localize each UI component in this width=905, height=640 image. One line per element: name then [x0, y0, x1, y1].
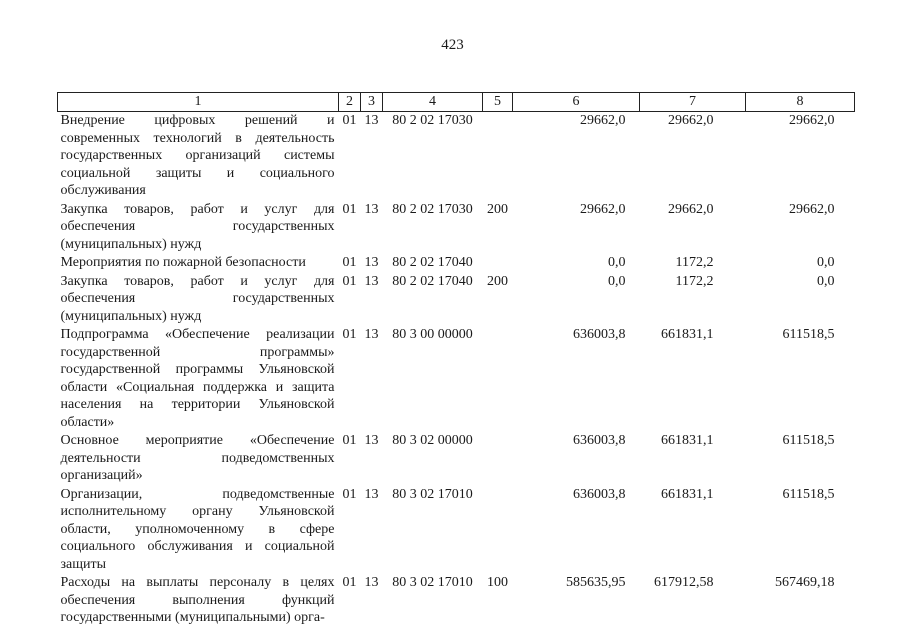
- column-header: 3: [361, 93, 383, 112]
- cell-expense-type: [483, 112, 513, 201]
- column-header: 4: [383, 93, 483, 112]
- cell-value-8: 29662,0: [789, 201, 835, 217]
- cell-section: 01: [342, 273, 357, 289]
- cell-section: 01: [342, 575, 357, 590]
- table-row: [58, 486, 855, 575]
- cell-value-7: 29662,0: [668, 201, 714, 217]
- cell-value-7: 617912,58: [654, 575, 714, 590]
- cell-expense-type: [483, 254, 513, 273]
- cell-expense-type: [483, 432, 513, 486]
- column-header: 2: [339, 93, 361, 112]
- row-name: Подпрограмма «Обеспечение реализации государственной программы» государственной программы Ульяновской области «Социальная поддержка и защита населения на территории Ульяновской области»: [60, 327, 335, 430]
- cell-subsection: 13: [364, 201, 379, 217]
- cell-value-8: 29662,0: [789, 113, 835, 128]
- cell-value-7: 661831,1: [661, 486, 714, 502]
- column-header: 1: [58, 93, 339, 112]
- row-name: Организации, подведомственные исполнительному органу Ульяновской области, уполномоченному в сфере социального обслуживания и социальной защиты: [60, 486, 335, 572]
- cell-value-6: 636003,8: [573, 433, 626, 448]
- cell-value-7: 1172,2: [675, 255, 714, 270]
- cell-section: 01: [342, 327, 357, 342]
- cell-section: 01: [342, 113, 357, 128]
- cell-value-6: 0,0: [608, 255, 626, 270]
- cell-target-article: 80 3 02 17010: [392, 575, 473, 590]
- cell-value-8: 0,0: [817, 255, 835, 270]
- cell-section: 01: [342, 486, 357, 502]
- cell-value-7: 661831,1: [661, 327, 714, 342]
- row-name: Мероприятия по пожарной безопасности: [60, 255, 306, 270]
- cell-expense-type: 100: [487, 575, 508, 590]
- column-header: 8: [746, 93, 855, 112]
- row-name: Закупка товаров, работ и услуг для обеспечения государственных (муниципальных) нужд: [60, 273, 335, 324]
- cell-target-article: 80 3 02 00000: [392, 433, 473, 448]
- cell-target-article: 80 2 02 17030: [392, 201, 473, 217]
- cell-value-6: 636003,8: [573, 327, 626, 342]
- cell-subsection: 13: [364, 255, 379, 270]
- cell-value-7: 29662,0: [668, 113, 714, 128]
- table-row: [58, 112, 855, 201]
- cell-target-article: 80 3 02 17010: [392, 486, 473, 502]
- cell-value-6: 0,0: [608, 273, 626, 289]
- cell-value-6: 585635,95: [566, 575, 626, 590]
- table-row: [58, 201, 855, 255]
- cell-expense-type: 200: [487, 201, 508, 217]
- cell-value-8: 0,0: [817, 273, 835, 289]
- column-header: 6: [513, 93, 640, 112]
- table-row: [58, 273, 855, 327]
- row-name: Расходы на выплаты персоналу в целях обеспечения выполнения функций государственными (муниципальными) орга-: [60, 575, 335, 625]
- cell-value-8: 567469,18: [775, 575, 835, 590]
- cell-value-6: 636003,8: [573, 486, 626, 502]
- cell-section: 01: [342, 201, 357, 217]
- cell-value-7: 661831,1: [661, 433, 714, 448]
- cell-expense-type: 200: [487, 273, 508, 289]
- cell-subsection: 13: [364, 486, 379, 502]
- page-number: 423: [441, 37, 464, 53]
- cell-expense-type: [483, 326, 513, 432]
- cell-value-8: 611518,5: [782, 486, 835, 502]
- row-name: Внедрение цифровых решений и современных технологий в деятельность государственных организаций системы социальной защиты и социального обслуживания: [60, 113, 335, 198]
- cell-target-article: 80 2 02 17040: [392, 273, 473, 289]
- cell-value-6: 29662,0: [580, 201, 626, 217]
- cell-value-7: 1172,2: [675, 273, 714, 289]
- cell-subsection: 13: [364, 327, 379, 342]
- cell-section: 01: [342, 255, 357, 270]
- cell-target-article: 80 2 02 17030: [392, 113, 473, 128]
- column-header: 7: [640, 93, 746, 112]
- cell-value-6: 29662,0: [580, 113, 626, 128]
- cell-target-article: 80 2 02 17040: [392, 255, 473, 270]
- budget-table: [57, 92, 855, 628]
- row-name: Основное мероприятие «Обеспечение деятельности подведомственных организаций»: [60, 433, 335, 483]
- table-row: [58, 432, 855, 486]
- column-header: 5: [483, 93, 513, 112]
- cell-subsection: 13: [364, 575, 379, 590]
- row-name: Закупка товаров, работ и услуг для обеспечения государственных (муниципальных) нужд: [60, 201, 335, 252]
- cell-target-article: 80 3 00 00000: [392, 327, 473, 342]
- cell-subsection: 13: [364, 273, 379, 289]
- cell-value-8: 611518,5: [782, 433, 835, 448]
- cell-expense-type: [483, 486, 513, 575]
- cell-section: 01: [342, 433, 357, 448]
- table-row: [58, 326, 855, 432]
- cell-subsection: 13: [364, 433, 379, 448]
- table-row: [58, 574, 855, 628]
- table-row: [58, 254, 855, 273]
- cell-subsection: 13: [364, 113, 379, 128]
- table-header-row: [58, 93, 855, 112]
- cell-value-8: 611518,5: [782, 327, 835, 342]
